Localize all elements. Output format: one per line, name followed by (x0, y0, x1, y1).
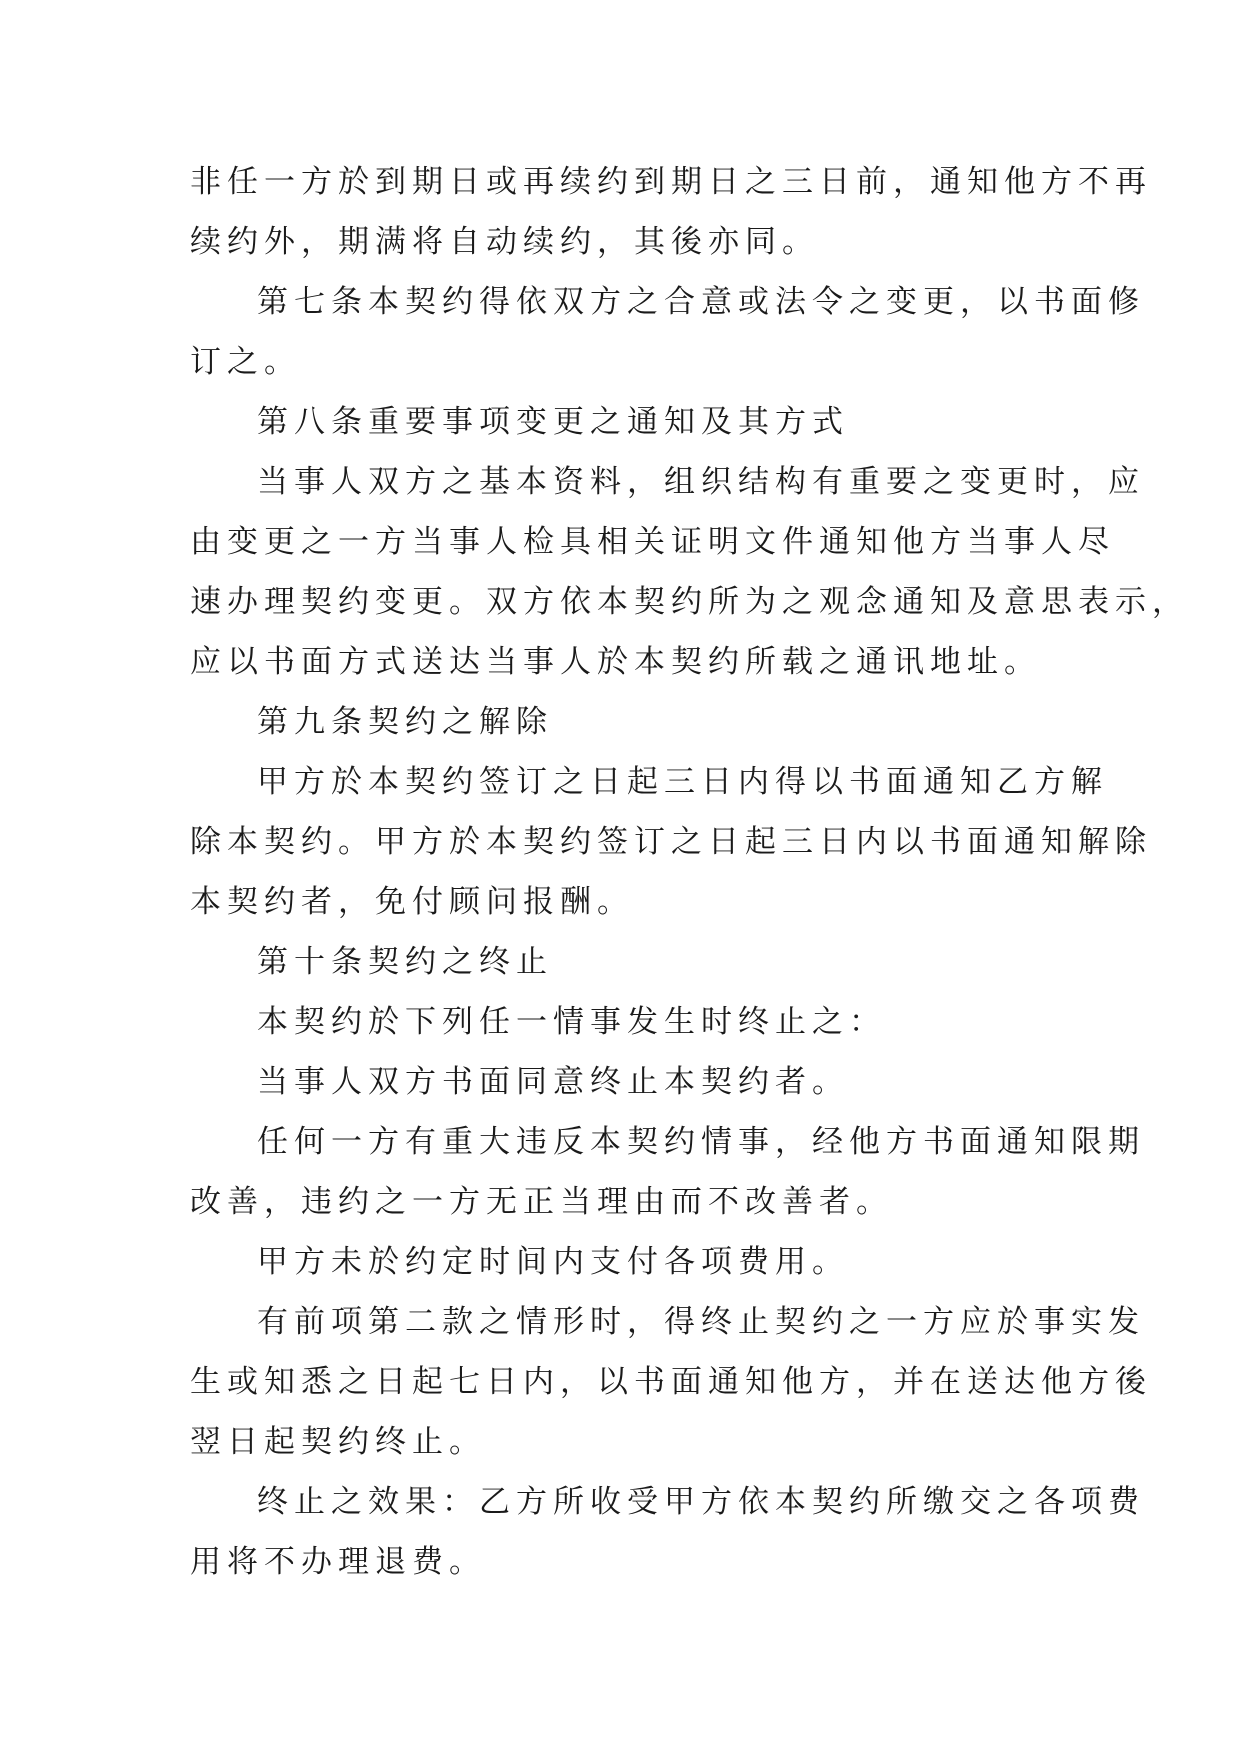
paragraph-line: 当事人双方之基本资料，组织结构有重要之变更时，应 (257, 464, 1145, 500)
article-8-heading: 第八条重要事项变更之通知及其方式 (257, 404, 849, 440)
paragraph-line: 用将不办理退费。 (190, 1544, 486, 1580)
paragraph-line: 有前项第二款之情形时，得终止契约之一方应於事实发 (257, 1304, 1145, 1340)
paragraph-line: 本契约於下列任一情事发生时终止之： (257, 1004, 886, 1040)
paragraph-line: 由变更之一方当事人检具相关证明文件通知他方当事人尽 (190, 524, 1115, 560)
paragraph-line: 本契约者，免付顾问报酬。 (190, 884, 634, 920)
paragraph-line: 续约外，期满将自动续约，其後亦同。 (190, 224, 819, 260)
paragraph-line: 翌日起契约终止。 (190, 1424, 486, 1460)
paragraph-line: 非任一方於到期日或再续约到期日之三日前，通知他方不再 (190, 164, 1152, 200)
article-9-heading: 第九条契约之解除 (257, 704, 553, 740)
paragraph-line: 应以书面方式送达当事人於本契约所载之通讯地址。 (190, 644, 1041, 680)
paragraph-line: 当事人双方书面同意终止本契约者。 (257, 1064, 849, 1100)
paragraph-line: 甲方於本契约签订之日起三日内得以书面通知乙方解 (257, 764, 1108, 800)
article-7-line: 第七条本契约得依双方之合意或法令之变更，以书面修 (257, 284, 1145, 320)
paragraph-line: 改善，违约之一方无正当理由而不改善者。 (190, 1184, 893, 1220)
paragraph-line: 任何一方有重大违反本契约情事，经他方书面通知限期 (257, 1124, 1145, 1160)
paragraph-line: 除本契约。甲方於本契约签订之日起三日内以书面通知解除 (190, 824, 1152, 860)
paragraph-line: 速办理契约变更。双方依本契约所为之观念通知及意思表示， (190, 584, 1189, 620)
article-10-heading: 第十条契约之终止 (257, 944, 553, 980)
paragraph-line: 甲方未於约定时间内支付各项费用。 (257, 1244, 849, 1280)
document-body (190, 152, 1189, 1592)
paragraph-line: 生或知悉之日起七日内，以书面通知他方，并在送达他方後 (190, 1364, 1152, 1400)
paragraph-line: 终止之效果：乙方所收受甲方依本契约所缴交之各项费 (257, 1484, 1145, 1520)
paragraph-line: 订之。 (190, 344, 301, 380)
